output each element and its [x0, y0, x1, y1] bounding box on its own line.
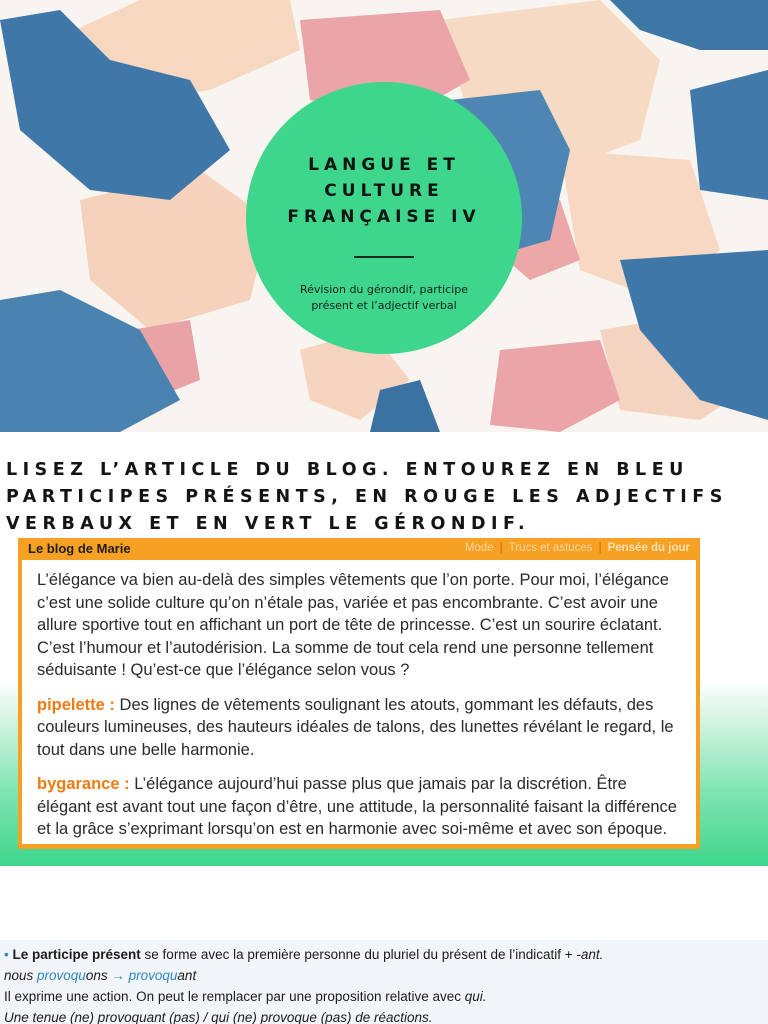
rule-example-conjugation	[4, 965, 764, 986]
comment-author: bygarance :	[37, 775, 130, 793]
comment-author: pipelette :	[37, 695, 115, 714]
blog-title: Le blog de Marie	[28, 541, 131, 556]
blog-exercise-slide	[0, 432, 768, 866]
rule-definition-text: se forme avec la première personne du pluriel du présent de l’indicatif +	[140, 947, 577, 962]
example-ending: ons	[85, 968, 108, 983]
title-divider	[354, 256, 414, 258]
rule-term: Le participe présent	[12, 947, 141, 962]
title-circle	[246, 82, 522, 354]
rule-example-sentence: Une tenue (ne) provoquant (pas) / qui (ne) provoque (pas) de réactions.	[4, 1010, 433, 1024]
blog-nav-item-mode[interactable]: Mode	[464, 542, 494, 554]
grammar-rule-slide	[0, 866, 768, 1024]
blog-nav-item-pensee[interactable]: Pensée du jour	[607, 542, 690, 554]
nav-separator: |	[499, 542, 503, 554]
example-stem: provoqu	[128, 968, 178, 983]
blog-nav	[465, 542, 690, 554]
example-pronoun: nous	[4, 968, 38, 983]
comment-text: Des lignes de vêtements soulignant les atouts, gommant les défauts, des couleurs lumineuses, des hauteurs idéales de talons, des lunettes révélant le regard, le tout dans une belle harmonie.	[37, 695, 674, 759]
blog-body	[22, 560, 696, 844]
bullet-icon: •	[4, 947, 9, 962]
blog-article	[18, 538, 700, 849]
rule-suffix: -ant.	[576, 947, 604, 962]
rule-usage-word: qui.	[464, 989, 487, 1004]
rule-definition	[4, 944, 764, 965]
example-stem: provoqu	[37, 968, 86, 983]
rule-usage	[4, 986, 764, 1007]
blog-nav-item-trucs[interactable]: Trucs et astuces	[508, 542, 593, 554]
blog-intro: L’élégance va bien au-delà des simples vêtements que l’on porte. Pour moi, l’élégance c’est une solide culture qu’on n’étale pas, variée et pas encombrante. C’est avoir une allure sportive tout en affichant un port de tête de princesse. C’est un sourire éclatant. C’est l’humour et l’autodérision. La somme de tout cela rend une personne tellement séduisante ! Qu’est-ce que l’élégance selon vous ?	[37, 571, 669, 679]
blog-comment	[37, 694, 682, 762]
nav-separator: |	[598, 542, 602, 554]
participle-rule	[4, 944, 764, 1024]
blog-header	[18, 538, 700, 560]
rule-usage-text: Il exprime une action. On peut le remplacer par une proposition relative avec	[4, 989, 465, 1004]
example-ending: ant	[177, 968, 197, 983]
title-slide	[0, 0, 768, 432]
slide-title: LANGUE ET CULTURE FRANÇAISE IV	[287, 155, 481, 227]
blog-comment	[37, 773, 682, 841]
comment-text: L’élégance aujourd’hui passe plus que jamais par la discrétion. Être élégant est avant tout une façon d’être, une attitude, la personnalité faisant la différence et la grâce s’exprimant lorsqu’on est en harmonie avec soi-même et avec son époque.	[37, 775, 677, 838]
arrow-icon: →	[107, 968, 129, 983]
exercise-instruction: LISEZ L’ARTICLE DU BLOG. ENTOUREZ EN BLEU PARTICIPES PRÉSENTS, EN ROUGE LES ADJECTIFS VERBAUX ET EN VERT LE GÉRONDIF.	[6, 460, 728, 534]
slide-subtitle: Révision du gérondif, participe présent et l’adjectif verbal	[299, 283, 469, 312]
